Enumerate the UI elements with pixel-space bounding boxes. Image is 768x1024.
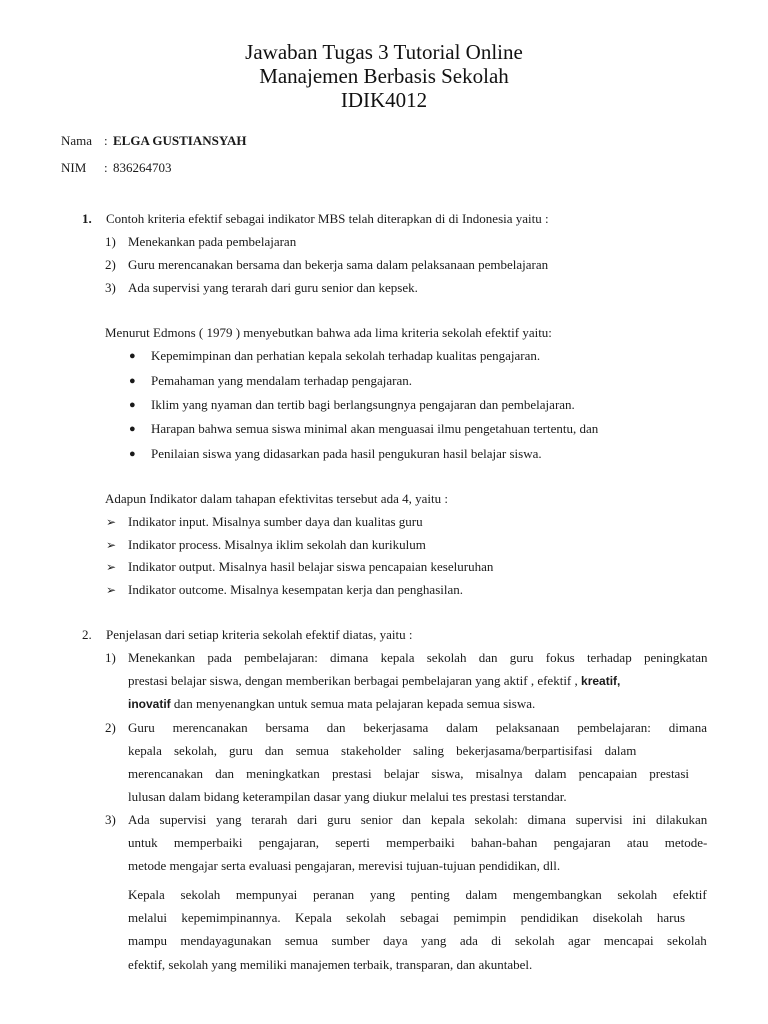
bullet-icon: ● [129,423,136,435]
edmons-bullet-1: Kepemimpinan dan perhatian kepala sekolah terhadap kualitas pengajaran. [151,348,541,363]
section1-intro: Contoh kriteria efektif sebagai indikator MBS telah diterapkan di di Indonesia yaitu : [106,211,549,226]
name-value: ELGA GUSTIANSYAH [113,133,247,148]
s2-item3-line3: metode mengajar serta evaluasi pengajaran, merevisi tujuan-tujuan pendidikan, dll. [128,858,561,873]
s2-item2-line4: lulusan dalam bidang keterampilan dasar yang diukur melalui tes prestasi terstandar. [128,789,567,804]
edmons-bullet-2: Pemahaman yang mendalam terhadap pengajaran. [151,373,412,388]
edmons-bullet-3: Iklim yang nyaman dan tertib bagi berlangsungnya pengajaran dan pembelajaran. [151,397,575,412]
s2-item1-inovatif: inovatif [128,697,171,711]
s1-item2-number: 2) [105,257,116,272]
indicator-intro: Adapun Indikator dalam tahapan efektivitas tersebut ada 4, yaitu : [105,491,448,506]
s2-item2-line3: merencanakan dan meningkatkan prestasi belajar siswa, misalnya dalam pencapaian prestasi [128,766,689,781]
arrow-bullet-icon: ➢ [106,538,117,552]
edmons-intro: Menurut Edmons ( 1979 ) menyebutkan bahwa ada lima kriteria sekolah efektif yaitu: [105,325,552,340]
nim-value: 836264703 [113,160,172,175]
s2-item1-line1: Menekankan pada pembelajaran: dimana kepala sekolah dan guru fokus terhadap peningkatan [128,650,708,665]
name-separator: : [104,133,108,148]
s1-item3-number: 3) [105,280,116,295]
indicator-4: Indikator outcome. Misalnya kesempatan kerja dan penghasilan. [128,582,464,597]
nim-separator: : [104,160,108,175]
doc-title-line3: IDIK4012 [340,88,428,112]
doc-title-line1: Jawaban Tugas 3 Tutorial Online [245,40,523,64]
closing-line4: efektif, sekolah yang memiliki manajemen terbaik, transparan, dan akuntabel. [128,957,533,972]
bullet-icon: ● [129,375,136,387]
s2-item3-line1: Ada supervisi yang terarah dari guru senior dan kepala sekolah: dimana supervisi ini dilakukan [128,812,708,827]
bullet-icon: ● [129,350,136,362]
section2-intro: Penjelasan dari setiap kriteria sekolah efektif diatas, yaitu : [106,627,413,642]
doc-title-line2: Manajemen Berbasis Sekolah [259,64,509,88]
arrow-bullet-icon: ➢ [106,583,117,597]
arrow-bullet-icon: ➢ [106,560,117,574]
s1-item2-text: Guru merencanakan bersama dan bekerja sama dalam pelaksanaan pembelajaran [128,257,549,272]
section1-number: 1. [82,211,92,226]
edmons-bullet-4: Harapan bahwa semua siswa minimal akan menguasai ilmu pengetahuan tertentu, dan [151,421,599,436]
indicator-2: Indikator process. Misalnya iklim sekolah dan kurikulum [128,537,426,552]
closing-line1: Kepala sekolah mempunyai peranan yang penting dalam mengembangkan sekolah efektif [128,887,707,902]
indicator-1: Indikator input. Misalnya sumber daya dan kualitas guru [128,514,423,529]
s2-item3-number: 3) [105,812,116,827]
s2-item1-kreatif: kreatif, [581,674,621,688]
s2-item1-line3-text: dan menyenangkan untuk semua mata pelajaran kepada semua siswa. [170,696,536,711]
arrow-bullet-icon: ➢ [106,515,117,529]
edmons-bullet-5: Penilaian siswa yang didasarkan pada hasil pengukuran hasil belajar siswa. [151,446,542,461]
s1-item1-number: 1) [105,234,116,249]
section2-number: 2. [82,627,92,642]
s2-item2-line2: kepala sekolah, guru dan semua stakeholder saling bekerjasama/berpartisifasi dalam [128,743,637,758]
s2-item1-line3 [128,696,535,712]
s2-item1-line2 [128,673,620,689]
closing-line3: mampu mendayagunakan semua sumber daya yang ada di sekolah agar mencapai sekolah [128,933,707,948]
bullet-icon: ● [129,448,136,460]
s2-item3-line2: untuk memperbaiki pengajaran, seperti memperbaiki bahan-bahan pengajaran atau metode- [128,835,708,850]
name-label: Nama [61,133,93,148]
s2-item2-number: 2) [105,720,116,735]
bullet-icon: ● [129,399,136,411]
s1-item3-text: Ada supervisi yang terarah dari guru senior dan kepsek. [128,280,418,295]
s2-item1-number: 1) [105,650,116,665]
s2-item1-line2-text: prestasi belajar siswa, dengan memberikan berbagai pembelajaran yang aktif , efektif , [128,673,578,688]
nim-label: NIM [61,160,87,175]
closing-line2: melalui kepemimpinannya. Kepala sekolah sebagai pemimpin pendidikan disekolah harus [128,910,686,925]
s2-item2-line1: Guru merencanakan bersama dan bekerjasama dalam pelaksanaan pembelajaran: dimana [128,720,707,735]
indicator-3: Indikator output. Misalnya hasil belajar siswa pencapaian keseluruhan [128,559,494,574]
s1-item1-text: Menekankan pada pembelajaran [128,234,297,249]
